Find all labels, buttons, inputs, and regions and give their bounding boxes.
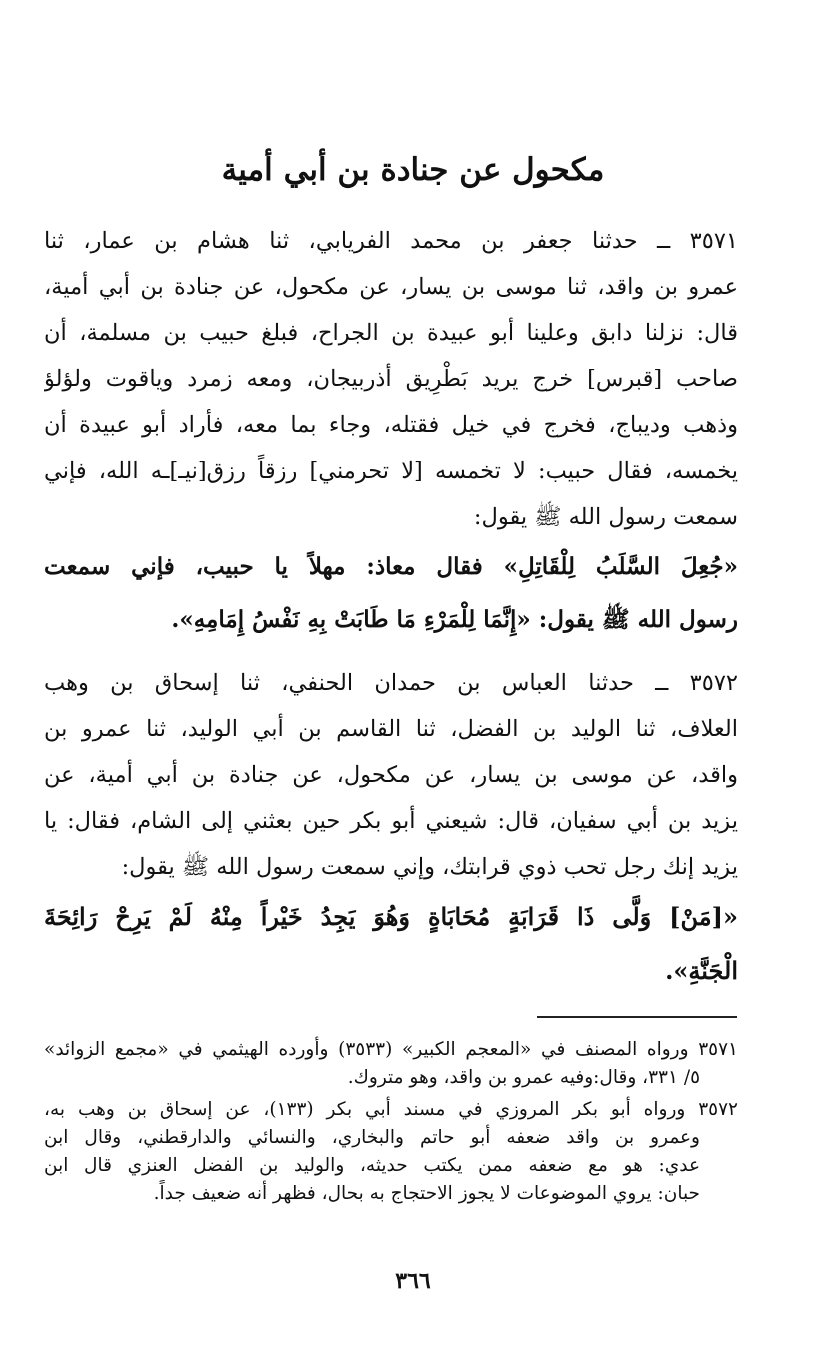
hadith-3571-line: وذهب وديباج، فخرج في خيل فقتله، وجاء بما معه، فأراد أبو عبيدة أن [44,412,738,438]
footnote-3571 [44,1036,738,1092]
footnote-line: ٣٥٧٢ ورواه أبو بكر المروزي في مسند أبي بكر (١٣٣)، عن إسحاق بن وهب به، [44,1099,738,1120]
footnote-3572 [44,1096,738,1208]
hadith-3571-line: سمعت رسول الله ﷺ يقول: [473,504,738,530]
hadith-3571-matn-line: «جُعِلَ السَّلَبُ لِلْقَاتِلِ» فقال معاذ: مهلاً يا حبيب، فإني سمعت [44,553,738,580]
hadith-3572-matn-line: «[مَنْ] وَلَّى ذَا قَرَابَةٍ مُحَابَاةٍ وَهُوَ يَجِدُ خَيْراً مِنْهُ لَمْ يَرِحْ رَائِحَةَ [44,902,738,931]
footnote-line: ٣٥٧١ ورواه المصنف في «المعجم الكبير» (٣٥٣٣) وأورده الهيثمي في «مجمع الزوائد» [44,1039,738,1060]
hadith-3572-line: العلاف، ثنا الوليد بن الفضل، ثنا القاسم بن أبي الوليد، ثنا عمرو بن [44,716,738,742]
hadith-3572-matn-line: الْجَنَّةِ». [665,956,738,985]
hadith-3571-line: قال: نزلنا دابق وعلينا أبو عبيدة بن الجراح، فبلغ حبيب بن مسلمة، أن [44,320,738,346]
hadith-3571-line: يخمسه، فقال حبيب: لا تخمسه [لا تحرمني] رزقاً رزق[نيـ]ـه الله، فإني [44,458,738,484]
footnote-line: حبان: يروي الموضوعات لا يجوز الاحتجاج به بحال، فظهر أنه ضعيف جداً. [153,1183,700,1204]
page-number: ٣٦٦ [395,1268,431,1294]
hadith-3572 [44,660,738,998]
hadith-3572-line: ٣٥٧٢ ــ حدثنا العباس بن حمدان الحنفي، ثنا إسحاق بن وهب [44,670,738,696]
footnote-line: وعمرو بن واقد ضعفه أبو حاتم والبخاري، والنسائي والدارقطني، وقال ابن [44,1127,700,1148]
hadith-3571 [44,218,738,646]
hadith-3572-line: يزيد بن أبي سفيان، قال: شيعني أبو بكر حين بعثني إلى الشام، فقال: يا [44,808,738,834]
hadith-3572-line: يزيد إنك رجل تحب ذوي قرابتك، وإني سمعت رسول الله ﷺ يقول: [121,854,738,880]
chapter-title: مكحول عن جنادة بن أبي أمية [221,152,605,188]
footnote-line: عدي: هو مع ضعفه ممن يكتب حديثه، والوليد بن الفضل العنزي قال ابن [44,1155,700,1176]
hadith-3571-line: ٣٥٧١ ــ حدثنا جعفر بن محمد الفريابي، ثنا هشام بن عمار، ثنا [44,228,738,254]
footnote-divider [537,1016,737,1018]
hadith-3571-line: صاحب [قبرس] خرج يريد بَطْرِيق أذربيجان، ومعه زمرد وياقوت ولؤلؤ [44,366,738,392]
hadith-3571-line: عمرو بن واقد، ثنا موسى بن يسار، عن مكحول، عن جنادة بن أبي أمية، [44,274,738,300]
footnote-line: ٥/ ٣٣١، وقال:وفيه عمرو بن واقد، وهو متروك. [347,1067,700,1088]
hadith-3571-matn-line: رسول الله ﷺ يقول: «إِنَّمَا لِلْمَرْءِ مَا طَابَتْ بِهِ نَفْسُ إِمَامِهِ». [171,606,738,633]
hadith-3572-line: واقد، عن موسى بن يسار، عن مكحول، عن جنادة بن أبي أمية، عن [44,762,738,788]
